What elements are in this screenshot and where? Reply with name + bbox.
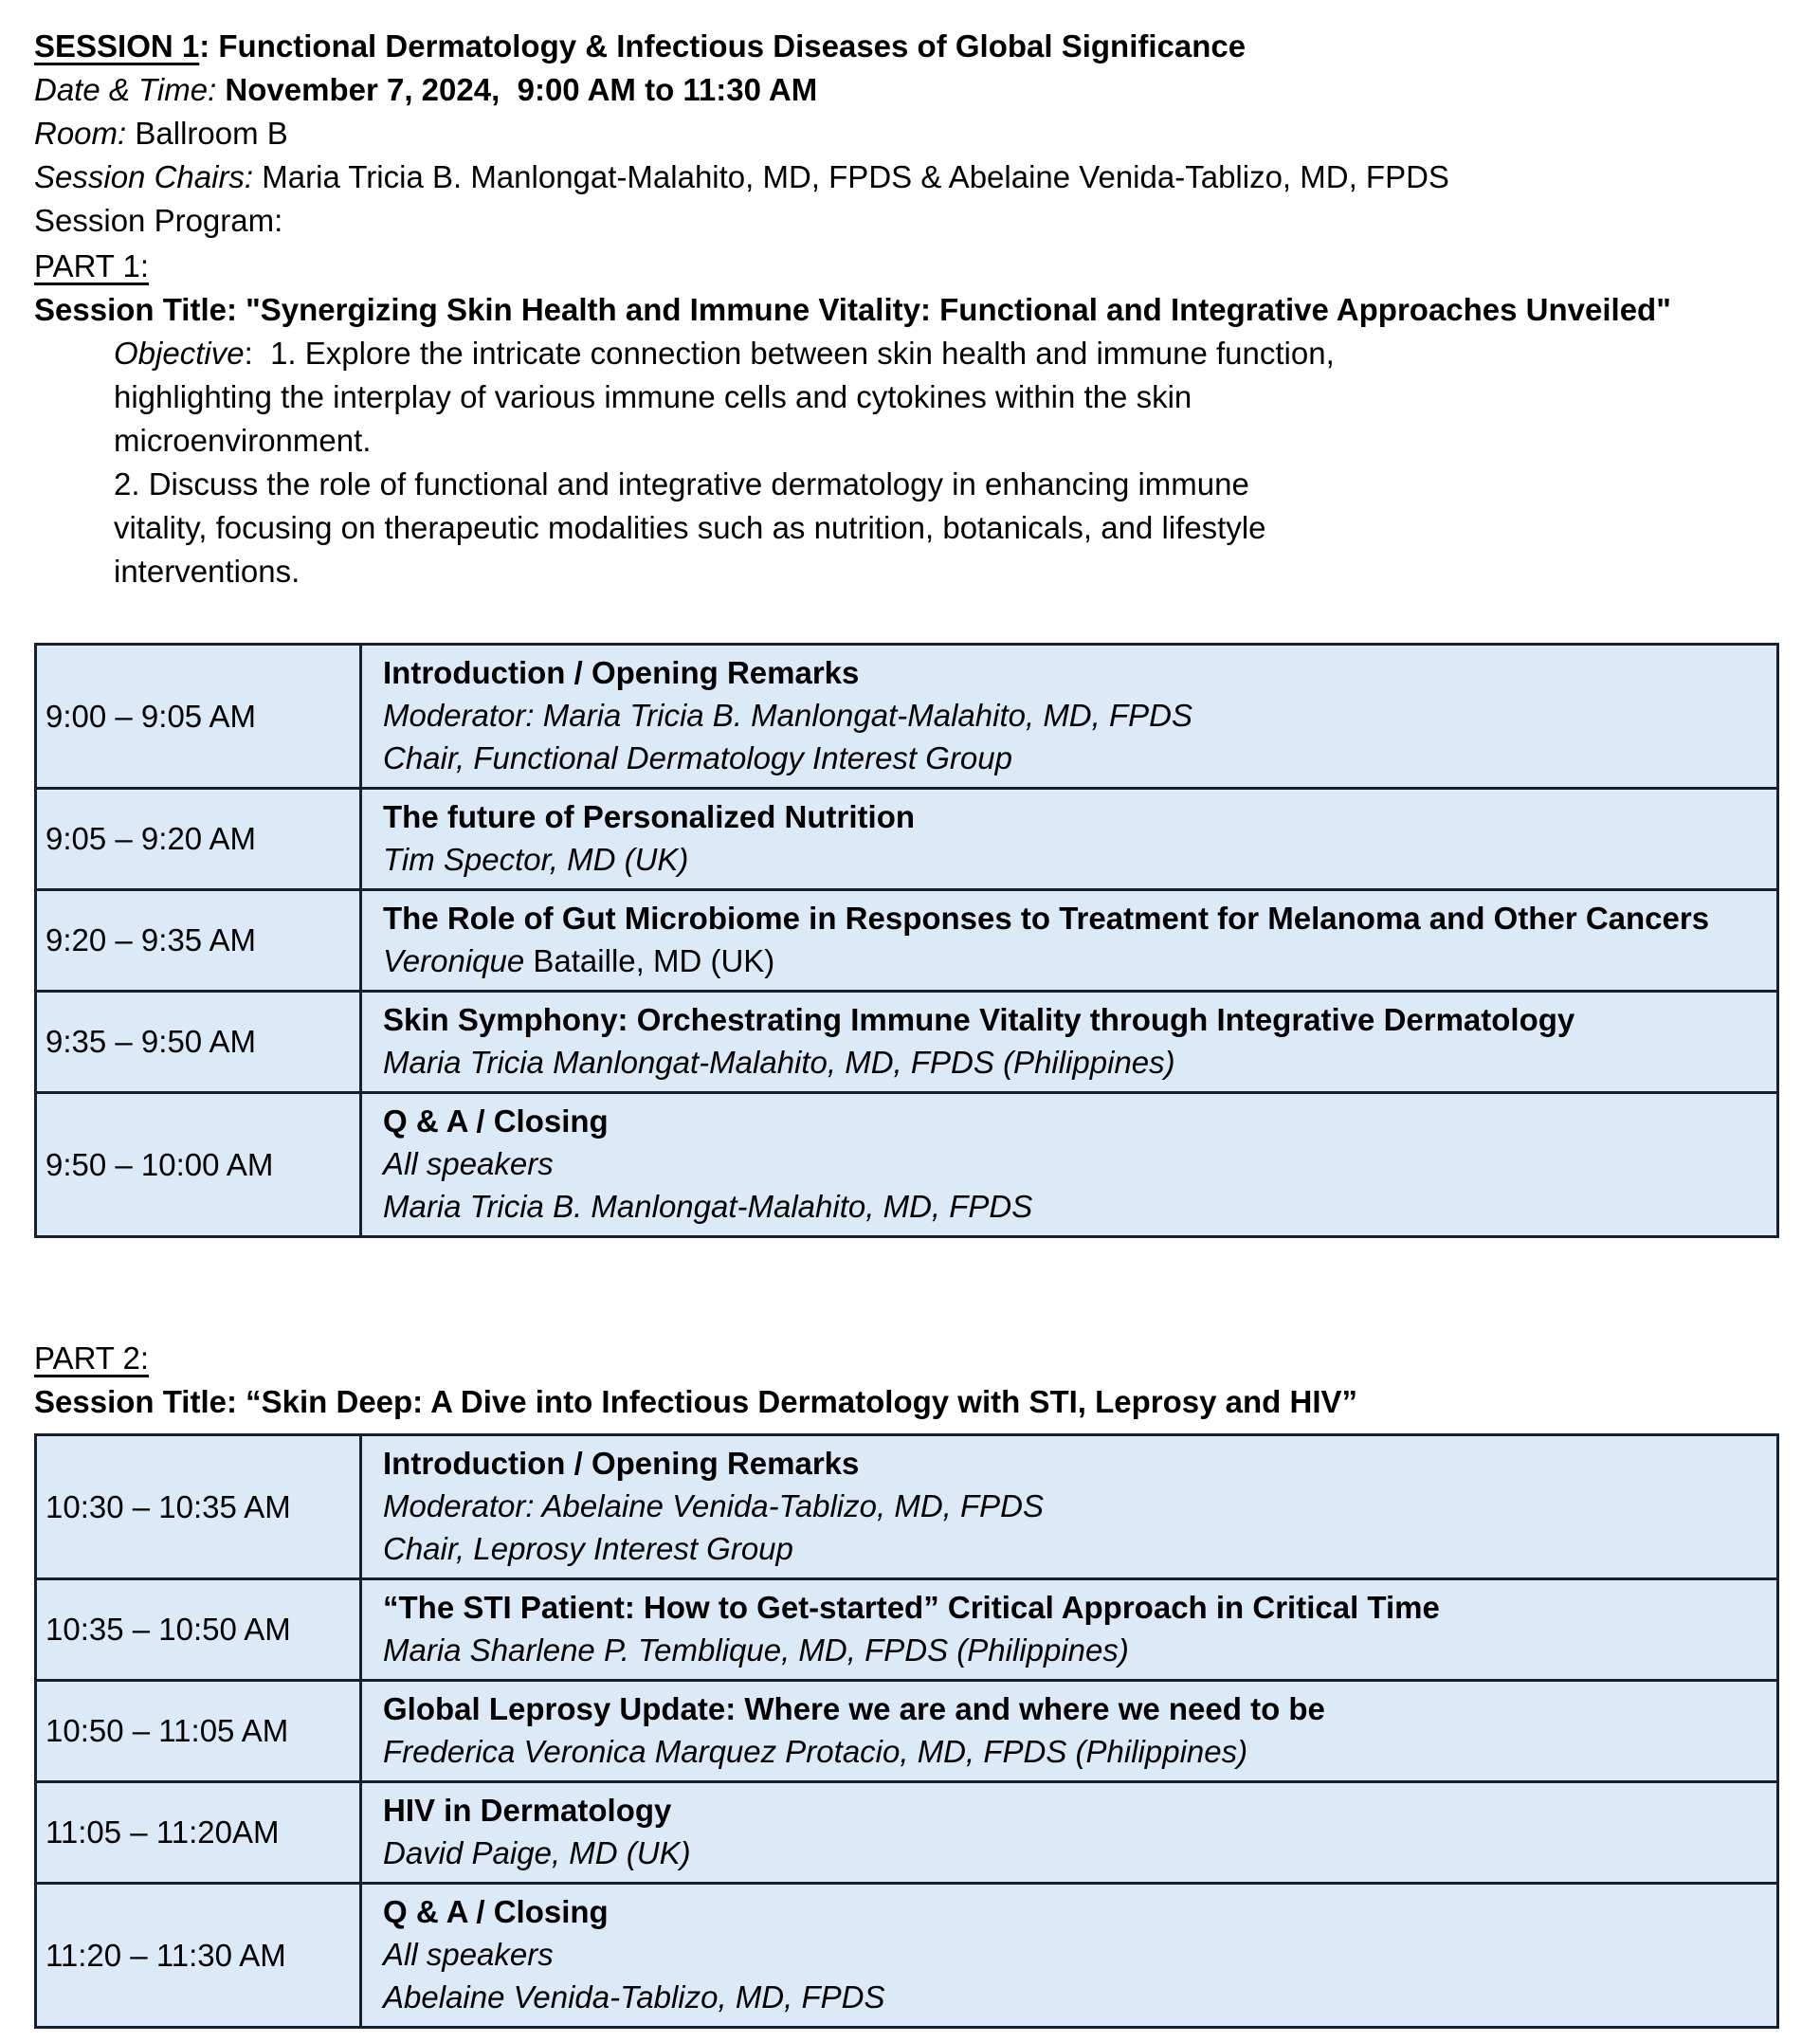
part1-schedule-table <box>34 643 1779 1238</box>
time-cell: 9:35 – 9:50 AM <box>36 992 361 1093</box>
table-row <box>36 1681 1778 1782</box>
time-cell: 9:50 – 10:00 AM <box>36 1093 361 1237</box>
table-row <box>36 992 1778 1093</box>
room-label: Room: <box>34 116 127 151</box>
session-speaker-line: Chair, Leprosy Interest Group <box>383 1531 793 1566</box>
document-page <box>34 25 1782 2029</box>
session-item-title: The Role of Gut Microbiome in Responses to Treatment for Melanoma and Other Cancers <box>383 901 1710 936</box>
session-speaker-line: Moderator: Abelaine Venida-Tablizo, MD, FPDS <box>383 1488 1044 1523</box>
table-row <box>36 1435 1778 1579</box>
table-row <box>36 1782 1778 1884</box>
session-cell <box>361 789 1778 890</box>
session-speaker-line: All speakers <box>383 1937 554 1972</box>
part1-session-title-label: Session Title: <box>34 292 246 327</box>
part2-session-title-label: Session Title: <box>34 1384 246 1419</box>
session-speaker-line: Frederica Veronica Marquez Protacio, MD, FPDS (Philippines) <box>383 1734 1248 1769</box>
session-cell <box>361 1782 1778 1884</box>
session-item-title: Introduction / Opening Remarks <box>383 655 860 690</box>
session-speaker-line: Abelaine Venida-Tablizo, MD, FPDS <box>383 1979 885 2015</box>
speaker-run: Bataille, MD (UK) <box>524 943 775 978</box>
session-speaker-line: All speakers <box>383 1146 554 1181</box>
part1-session-title-text: "Synergizing Skin Health and Immune Vitality: Functional and Integrative Approaches Unveiled" <box>246 292 1671 327</box>
session-item-title: HIV in Dermatology <box>383 1793 672 1828</box>
table-row <box>36 1093 1778 1237</box>
session-speaker-line: Moderator: Maria Tricia B. Manlongat-Malahito, MD, FPDS <box>383 698 1192 733</box>
part1-section <box>34 245 1782 1238</box>
session-speaker-line <box>383 939 1761 982</box>
table-row <box>36 1884 1778 2028</box>
session-item-title: Q & A / Closing <box>383 1103 609 1139</box>
session-cell <box>361 645 1778 789</box>
part2-session-title <box>34 1380 1782 1424</box>
session-chairs-value: Maria Tricia B. Manlongat-Malahito, MD, FPDS & Abelaine Venida-Tablizo, MD, FPDS <box>253 159 1449 194</box>
part1-session-title <box>34 288 1782 332</box>
session-chairs-line <box>34 155 1782 199</box>
part2-section <box>34 1337 1782 2029</box>
session-cell <box>361 1435 1778 1579</box>
time-cell: 10:50 – 11:05 AM <box>36 1681 361 1782</box>
session-heading <box>34 25 1782 68</box>
table-row <box>36 890 1778 992</box>
session-speaker-line: Chair, Functional Dermatology Interest Group <box>383 740 1012 775</box>
time-cell: 9:00 – 9:05 AM <box>36 645 361 789</box>
part1-objective <box>114 332 1337 593</box>
session-cell <box>361 992 1778 1093</box>
objective-item-1: 1. Explore the intricate connection between skin health and immune function, highlighting the interplay of various immune cells and cytokines within the skin microenvironment. <box>114 336 1335 458</box>
part2-label: PART 2: <box>34 1340 150 1376</box>
session-item-title: Q & A / Closing <box>383 1894 609 1929</box>
date-time-label: Date & Time: <box>34 72 217 107</box>
session-speaker-line: David Paige, MD (UK) <box>383 1835 691 1870</box>
time-cell: 11:05 – 11:20AM <box>36 1782 361 1884</box>
document-header <box>34 25 1782 243</box>
speaker-run-italic: Veronique <box>383 943 525 978</box>
session-chairs-label: Session Chairs: <box>34 159 254 194</box>
objective-label: Objective <box>114 336 245 371</box>
session-cell <box>361 890 1778 992</box>
session-speaker-line: Tim Spector, MD (UK) <box>383 842 689 877</box>
objective-separator: : <box>244 336 271 371</box>
table-row <box>36 1579 1778 1681</box>
time-cell: 10:35 – 10:50 AM <box>36 1579 361 1681</box>
session-speaker-line: Maria Tricia B. Manlongat-Malahito, MD, FPDS <box>383 1189 1033 1224</box>
date-time-line <box>34 68 1782 112</box>
session-speaker-line: Maria Sharlene P. Temblique, MD, FPDS (Philippines) <box>383 1632 1129 1668</box>
session-cell <box>361 1884 1778 2028</box>
session-speaker-line: Maria Tricia Manlongat-Malahito, MD, FPDS (Philippines) <box>383 1045 1175 1080</box>
time-cell: 9:20 – 9:35 AM <box>36 890 361 992</box>
time-cell: 11:20 – 11:30 AM <box>36 1884 361 2028</box>
table-row <box>36 789 1778 890</box>
session-cell <box>361 1681 1778 1782</box>
session-program-line: Session Program: <box>34 203 283 238</box>
session-cell <box>361 1579 1778 1681</box>
date-time-value: November 7, 2024, 9:00 AM to 11:30 AM <box>216 72 818 107</box>
table-row <box>36 645 1778 789</box>
time-cell: 9:05 – 9:20 AM <box>36 789 361 890</box>
session-item-title: Introduction / Opening Remarks <box>383 1446 860 1481</box>
session-item-title: “The STI Patient: How to Get-started” Critical Approach in Critical Time <box>383 1590 1440 1625</box>
objective-paragraph-1 <box>114 332 1337 463</box>
part1-label: PART 1: <box>34 248 150 283</box>
objective-paragraph-2: 2. Discuss the role of functional and integrative dermatology in enhancing immune vitality, focusing on therapeutic modalities such as nutrition, botanicals, and lifestyle interventions. <box>114 466 1266 589</box>
session-cell <box>361 1093 1778 1237</box>
session-number-label: SESSION 1 <box>34 28 200 64</box>
part2-schedule-table <box>34 1433 1779 2029</box>
session-item-title: Global Leprosy Update: Where we are and where we need to be <box>383 1691 1325 1726</box>
session-item-title: The future of Personalized Nutrition <box>383 799 916 834</box>
session-heading-text: : Functional Dermatology & Infectious Diseases of Global Significance <box>199 28 1247 64</box>
part2-session-title-text: “Skin Deep: A Dive into Infectious Dermatology with STI, Leprosy and HIV” <box>246 1384 1358 1419</box>
room-value: Ballroom B <box>126 116 288 151</box>
time-cell: 10:30 – 10:35 AM <box>36 1435 361 1579</box>
session-item-title: Skin Symphony: Orchestrating Immune Vitality through Integrative Dermatology <box>383 1002 1575 1037</box>
room-line <box>34 112 1782 155</box>
